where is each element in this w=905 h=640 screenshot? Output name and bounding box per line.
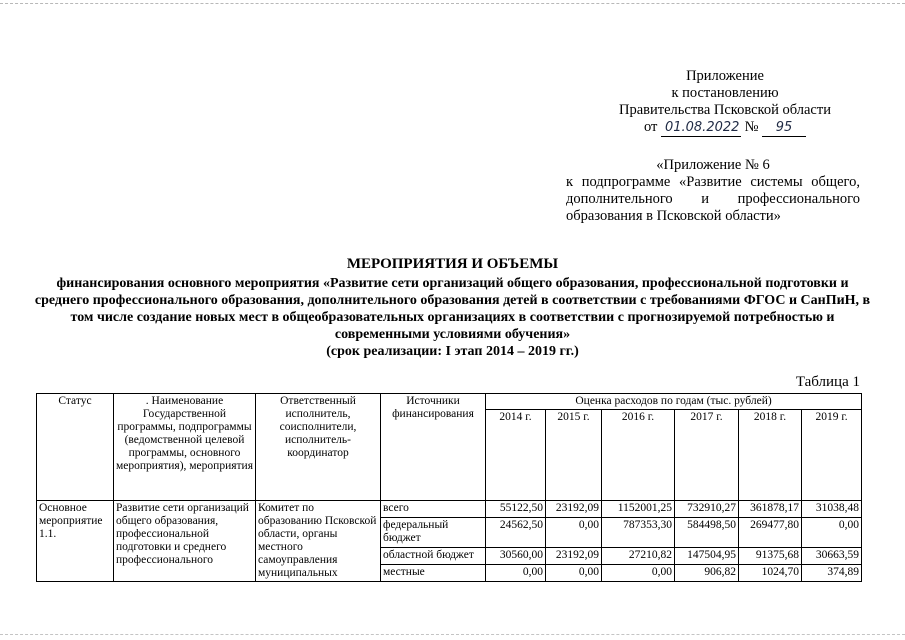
approval-line-1: Приложение <box>686 68 764 84</box>
value-cell: 0,00 <box>602 565 675 582</box>
value-cell: 30560,00 <box>486 548 546 565</box>
heading-period: (срок реализации: I этап 2014 – 2019 гг.) <box>326 344 579 359</box>
approval-block <box>590 68 860 137</box>
handwritten-date: 01.08.2022 <box>661 119 741 137</box>
value-cell: 31038,48 <box>802 501 862 518</box>
header-year: 2014 г. <box>486 410 546 501</box>
header-year: 2017 г. <box>675 410 739 501</box>
approval-line-3: Правительства Псковской области <box>619 102 831 118</box>
source-label: областной бюджет <box>381 548 486 565</box>
approval-line-2: к постановлению <box>671 85 779 101</box>
financing-table <box>36 393 862 582</box>
scan-edge-bottom <box>0 634 905 635</box>
approval-date-row <box>590 119 860 137</box>
value-cell: 732910,27 <box>675 501 739 518</box>
document-heading <box>30 256 875 360</box>
value-cell: 23192,09 <box>546 501 602 518</box>
value-cell: 906,82 <box>675 565 739 582</box>
appendix-body: к подпрограмме «Развитие системы общего, дополнительного и профессионального образования в Псковской области» <box>566 174 860 224</box>
header-year: 2018 г. <box>739 410 802 501</box>
source-label: всего <box>381 501 486 518</box>
value-cell: 1152001,25 <box>602 501 675 518</box>
appendix-title: «Приложение № 6 <box>656 157 770 173</box>
value-cell: 91375,68 <box>739 548 802 565</box>
header-status: Статус <box>37 394 114 501</box>
value-cell: 361878,17 <box>739 501 802 518</box>
header-year: 2019 г. <box>802 410 862 501</box>
value-cell: 55122,50 <box>486 501 546 518</box>
header-name: . Наименование Государственной программы, подпрограммы (ведомственной целевой программы, основного мероприятия), мероприятия <box>114 394 256 501</box>
value-cell: 1024,70 <box>739 565 802 582</box>
appendix-block <box>566 157 860 225</box>
value-cell: 23192,09 <box>546 548 602 565</box>
value-cell: 584498,50 <box>675 517 739 548</box>
row-responsible: Комитет по образованию Псковской области, органы местного самоуправления муниципальных <box>256 501 381 582</box>
row-name: Развитие сети организаций общего образования, профессиональной подготовки и среднего профессионального <box>114 501 256 582</box>
number-prefix: № <box>744 119 759 135</box>
value-cell: 0,00 <box>546 565 602 582</box>
value-cell: 27210,82 <box>602 548 675 565</box>
value-cell: 24562,50 <box>486 517 546 548</box>
header-responsible: Ответственный исполнитель, соисполнители, исполнитель-координатор <box>256 394 381 501</box>
value-cell: 30663,59 <box>802 548 862 565</box>
header-year: 2016 г. <box>602 410 675 501</box>
date-prefix: от <box>643 119 658 135</box>
scan-edge-top <box>0 3 905 4</box>
value-cell: 0,00 <box>546 517 602 548</box>
row-status: Основное мероприятие 1.1. <box>37 501 114 582</box>
header-estimate: Оценка расходов по годам (тыс. рублей) <box>486 394 862 410</box>
table-row <box>37 501 862 518</box>
value-cell: 0,00 <box>802 517 862 548</box>
value-cell: 0,00 <box>486 565 546 582</box>
header-year: 2015 г. <box>546 410 602 501</box>
value-cell: 269477,80 <box>739 517 802 548</box>
source-label: федеральный бюджет <box>381 517 486 548</box>
source-label: местные <box>381 565 486 582</box>
value-cell: 374,89 <box>802 565 862 582</box>
table-label: Таблица 1 <box>795 374 860 390</box>
handwritten-number: 95 <box>762 119 806 137</box>
heading-subtitle: финансирования основного мероприятия «Развитие сети организаций общего образования, профессиональной подготовки и среднего профессионального образования, дополнительного образования детей в соответствии с требованиями ФГОС и СанПиН, в том числе создание новых мест в общеобразовательных организациях в соответствии с прогнозируемой потребностью и современными условиями обучения» <box>34 276 871 342</box>
header-sources: Источники финансирования <box>381 394 486 501</box>
value-cell: 787353,30 <box>602 517 675 548</box>
value-cell: 147504,95 <box>675 548 739 565</box>
heading-title: МЕРОПРИЯТИЯ И ОБЪЕМЫ <box>346 256 559 272</box>
